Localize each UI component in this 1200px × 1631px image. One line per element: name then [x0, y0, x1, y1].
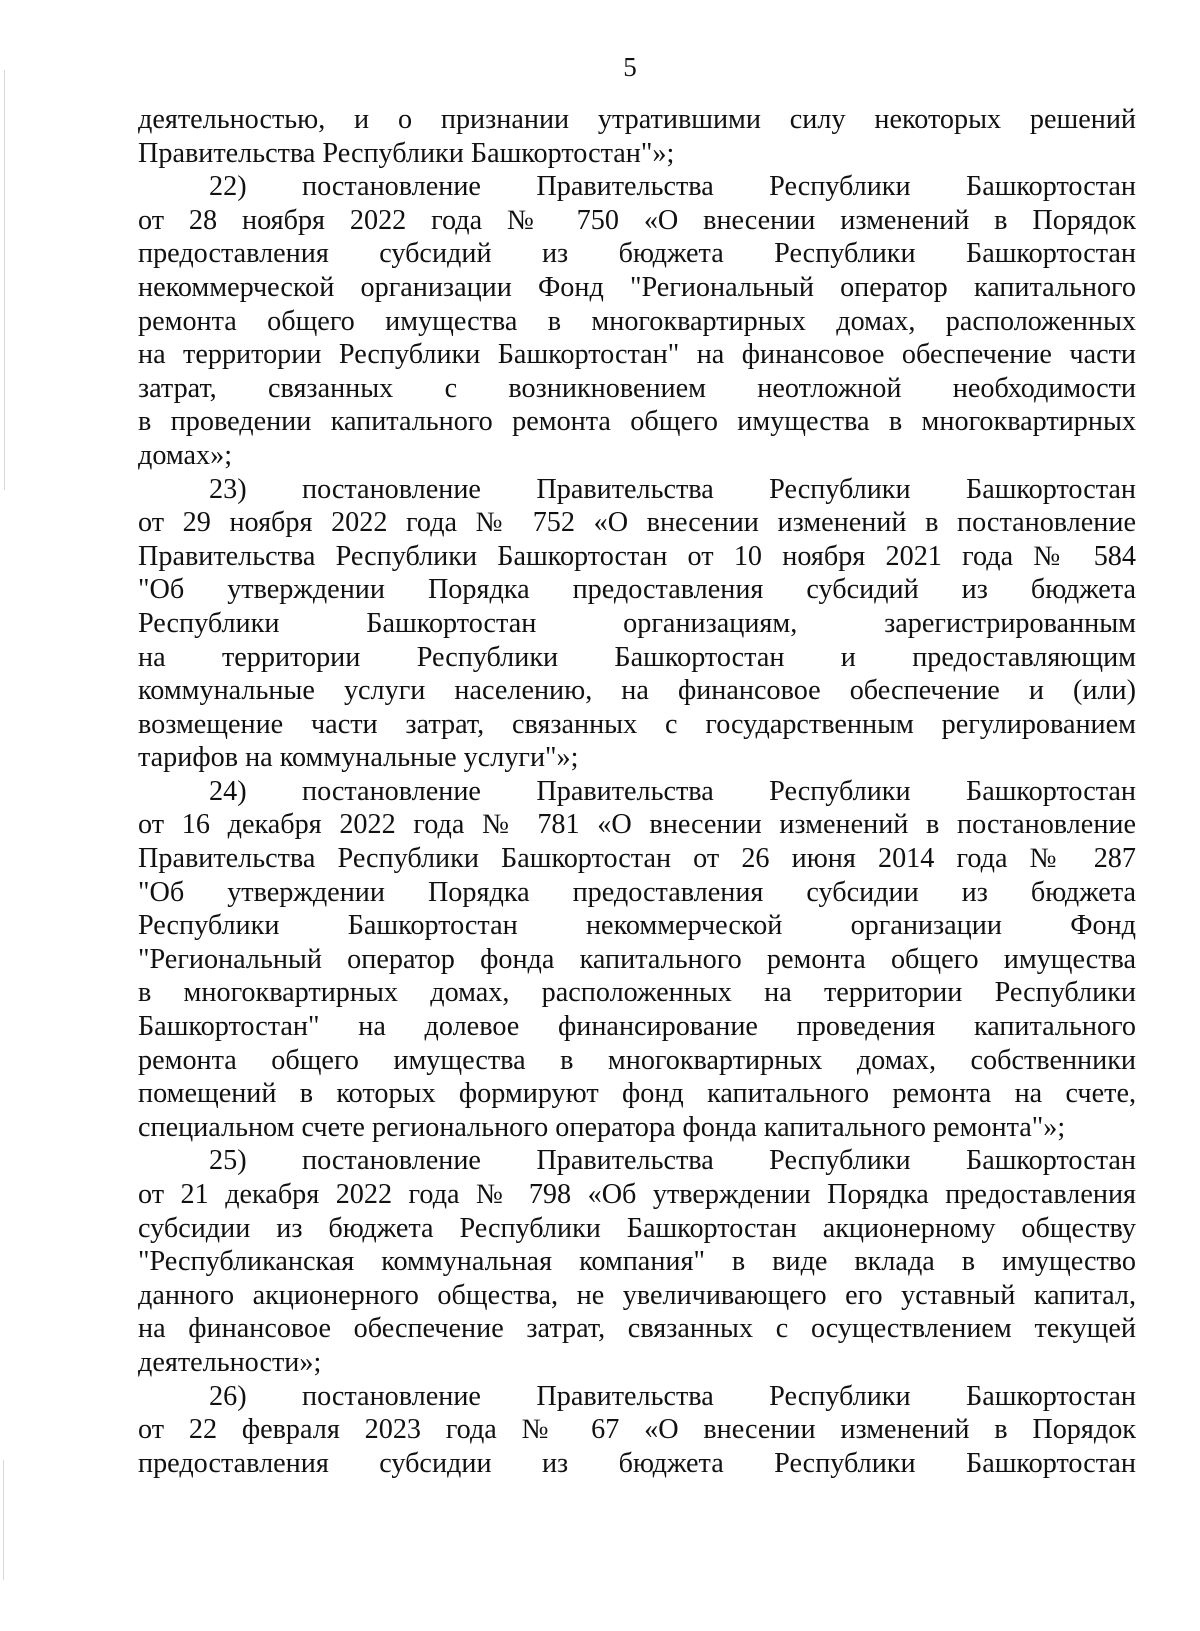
- text-line: затрат, связанных с возникновением неотложной необходимости: [138, 372, 1136, 404]
- text-line: от 22 февраля 2023 года № 67 «О внесении изменений в Порядок: [138, 1414, 1136, 1446]
- text-line: предоставления субсидий из бюджета Республики Башкортостан: [138, 238, 1136, 270]
- text-line: от 16 декабря 2022 года № 781 «О внесении изменений в постановление: [138, 809, 1136, 841]
- text-line: в многоквартирных домах, расположенных на территории Республики: [138, 977, 1136, 1009]
- text-line: "Региональный оператор фонда капитального ремонта общего имущества: [138, 943, 1136, 975]
- text-line: 26) постановление Правительства Республики Башкортостан: [209, 1380, 1136, 1412]
- text-line: помещений в которых формируют фонд капитального ремонта на счете,: [138, 1078, 1136, 1110]
- text-line: на территории Республики Башкортостан" на финансовое обеспечение части: [138, 339, 1136, 371]
- text-line: на территории Республики Башкортостан и предоставляющим: [138, 641, 1136, 673]
- document-body: [138, 103, 1136, 1480]
- text-line: ремонта общего имущества в многоквартирных домах, расположенных: [138, 305, 1136, 337]
- text-line: от 28 ноября 2022 года № 750 «О внесении изменений в Порядок: [138, 204, 1136, 236]
- text-line: некоммерческой организации Фонд "Региональный оператор капитального: [138, 271, 1136, 303]
- text-line: 24) постановление Правительства Республики Башкортостан: [209, 775, 1136, 807]
- text-line: Республики Башкортостан организациям, зарегистрированным: [138, 607, 1136, 639]
- text-line: деятельностью, и о признании утратившими силу некоторых решений: [138, 104, 1136, 135]
- text-line: 25) постановление Правительства Республики Башкортостан: [209, 1145, 1136, 1177]
- text-line: данного акционерного общества, не увеличивающего его уставный капитал,: [138, 1279, 1136, 1311]
- text-line: Башкортостан" на долевое финансирование проведения капитального: [138, 1011, 1136, 1043]
- text-line: возмещение части затрат, связанных с государственным регулированием: [138, 708, 1136, 740]
- text-line: 23) постановление Правительства Республики Башкортостан: [209, 473, 1136, 505]
- text-line: "Республиканская коммунальная компания" в виде вклада в имущество: [138, 1246, 1136, 1278]
- text-line: Правительства Республики Башкортостан"»;: [138, 137, 675, 169]
- text-line: деятельности»;: [138, 1346, 322, 1378]
- text-line: на финансовое обеспечение затрат, связанных с осуществлением текущей: [138, 1313, 1136, 1345]
- text-line: коммунальные услуги населению, на финансовое обеспечение и (или): [138, 675, 1136, 707]
- scan-edge-mark: [4, 70, 5, 490]
- text-line: специальном счете регионального оператора фонда капитального ремонта"»;: [138, 1111, 1066, 1143]
- text-line: от 29 ноября 2022 года № 752 «О внесении изменений в постановление: [138, 507, 1136, 539]
- page-number: 5: [623, 52, 637, 82]
- text-line: домах»;: [138, 439, 233, 471]
- text-line: "Об утверждении Порядка предоставления субсидий из бюджета: [138, 574, 1136, 606]
- text-line: Республики Башкортостан некоммерческой организации Фонд: [138, 910, 1136, 942]
- text-line: Правительства Республики Башкортостан от 26 июня 2014 года № 287: [138, 843, 1136, 875]
- text-line: от 21 декабря 2022 года № 798 «Об утверждении Порядка предоставления: [138, 1179, 1136, 1210]
- text-line: 22) постановление Правительства Республики Башкортостан: [209, 171, 1136, 203]
- text-line: "Об утверждении Порядка предоставления субсидии из бюджета: [138, 876, 1136, 908]
- text-line: в проведении капитального ремонта общего имущества в многоквартирных: [138, 406, 1136, 438]
- text-line: субсидии из бюджета Республики Башкортостан акционерному обществу: [138, 1212, 1136, 1244]
- text-line: Правительства Республики Башкортостан от 10 ноября 2021 года № 584: [138, 540, 1136, 572]
- text-line: тарифов на коммунальные услуги"»;: [138, 742, 579, 774]
- text-line: предоставления субсидии из бюджета Республики Башкортостан: [138, 1447, 1136, 1479]
- text-line: ремонта общего имущества в многоквартирных домах, собственники: [138, 1044, 1136, 1076]
- scan-edge-mark: [3, 1460, 4, 1580]
